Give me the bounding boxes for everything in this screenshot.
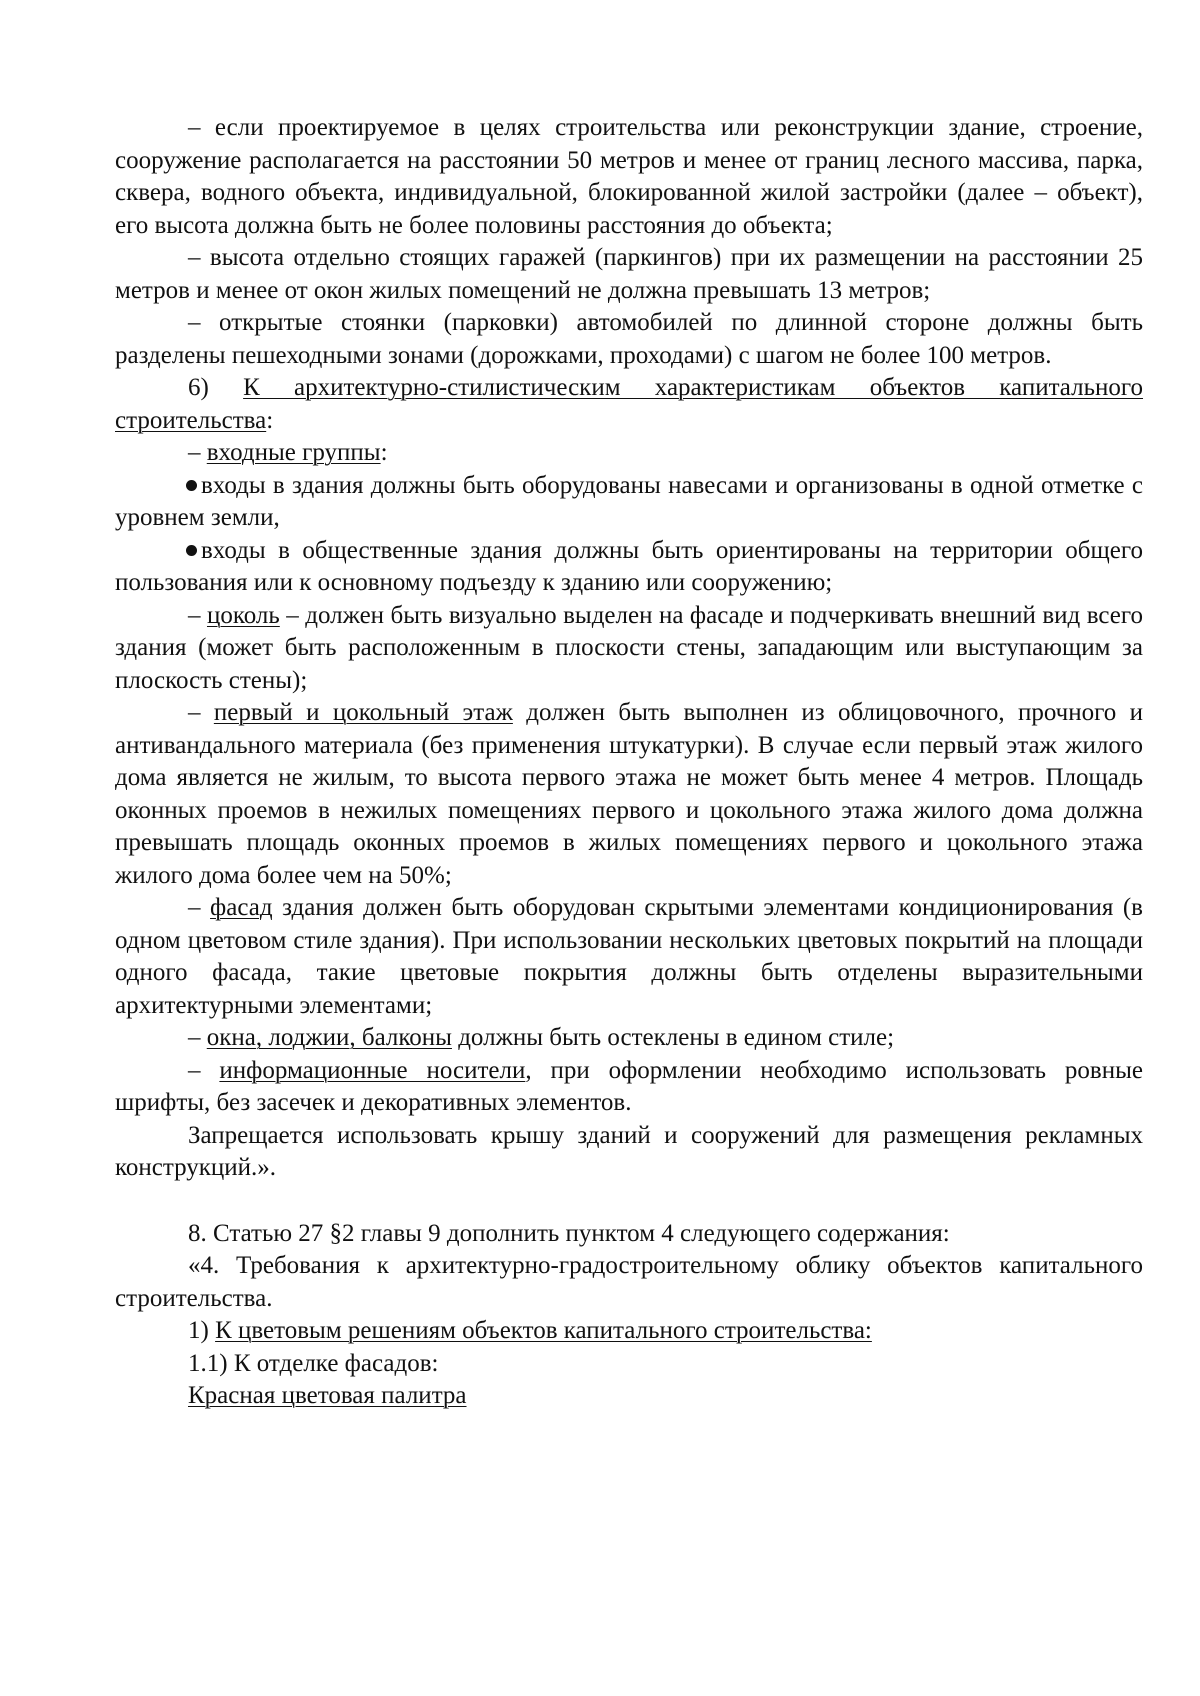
paragraph-building-height-near-object: – если проектируемое в целях строительства или реконструкции здание, строение, сооружение располагается на расстоянии 50 метров и менее от границ лесного массива, парка, сквера, водного объекта, индивидуальной, блокированной жилой застройки (далее – объект), его высота должна быть не более половины расстояния до объекта;	[115, 114, 1143, 239]
heading-colon: :	[266, 406, 274, 434]
paragraph-facade	[115, 892, 1143, 1022]
paragraph-red-palette	[115, 1380, 1143, 1413]
dash-prefix: –	[188, 601, 207, 629]
paragraph-roof-advertising-ban: Запрещается использовать крышу зданий и сооружений для размещения рекламных конструкций.».	[115, 1121, 1143, 1181]
section-spacer	[115, 1185, 1143, 1218]
term-colon: :	[380, 439, 388, 466]
paragraph-entrance-groups	[115, 437, 1143, 470]
bullet-text: входы в общественные здания должны быть ориентированы на территории общего пользования или к основному подъезду к зданию или сооружению;	[115, 536, 1143, 596]
paragraph-facade-finishing: 1.1) К отделке фасадов:	[188, 1349, 439, 1377]
paragraph-plinth	[115, 600, 1143, 698]
paragraph-body: , при оформлении необходимо использовать ровные шрифты, без засечек и декоративных элементов.	[115, 1056, 1143, 1116]
underlined-term: фасад	[210, 894, 273, 921]
dash-prefix: –	[188, 1056, 220, 1084]
paragraph-color-solutions	[115, 1315, 1143, 1348]
bullet-entrances-canopies	[115, 470, 1143, 535]
item-number: 1)	[188, 1317, 216, 1344]
bullet-icon	[186, 480, 197, 491]
paragraph-requirements-heading: «4. Требования к архитектурно-градостроительному облику объектов капитального строительства.	[115, 1252, 1143, 1312]
bullet-icon	[186, 545, 197, 556]
underlined-term: окна, лоджии, балконы	[206, 1024, 452, 1051]
underlined-heading: К цветовым решениям объектов капитального строительства:	[215, 1317, 872, 1344]
paragraph-body: должен быть выполнен из облицовочного, прочного и антивандального материала (без применения штукатурки). В случае если первый этаж жилого дома является не жилым, то высота первого этажа не может быть менее 4 метров. Площадь оконных проемов в нежилых помещениях первого и цокольного этажа жилого дома должна превышать площадь оконных проемов в жилых помещениях первого и цокольного этажа жилого дома более чем на 50%;	[115, 699, 1143, 889]
paragraph-first-and-basement-floor	[115, 697, 1143, 892]
paragraph-body: – должен быть визуально выделен на фасаде и подчеркивать внешний вид всего здания (может быть расположенным в плоскости стены, западающим или выступающим за плоскость стены);	[115, 601, 1143, 694]
dash-prefix: –	[188, 1024, 207, 1051]
paragraph-information-carriers	[115, 1055, 1143, 1120]
underlined-heading: Красная цветовая палитра	[188, 1382, 467, 1409]
underlined-term: информационные носители	[219, 1056, 526, 1084]
paragraph-body: должны быть остеклены в едином стиле;	[451, 1024, 895, 1051]
dash-prefix: –	[188, 439, 207, 466]
bullet-public-building-entrances	[115, 535, 1143, 600]
paragraph-garage-height: – высота отдельно стоящих гаражей (паркингов) при их размещении на расстоянии 25 метров и менее от окон жилых помещений не должна превышать 13 метров;	[115, 244, 1143, 304]
document-page	[115, 112, 1143, 1413]
item-number: 6)	[188, 374, 244, 401]
dash-prefix: –	[188, 894, 211, 921]
paragraph-windows-loggias-balconies	[115, 1022, 1143, 1055]
paragraph-architectural-style-heading	[115, 372, 1143, 437]
underlined-heading: К архитектурно-стилистическим характеристикам объектов капитального строительства	[115, 374, 1144, 434]
paragraph-body: здания должен быть оборудован скрытыми элементами кондиционирования (в одном цветовом стиле здания). При использовании нескольких цветовых покрытий на площади одного фасада, такие цветовые покрытия должны быть отделены выразительными архитектурными элементами;	[115, 894, 1143, 1019]
bullet-text: входы в здания должны быть оборудованы навесами и организованы в одной отметке с уровнем земли,	[115, 471, 1143, 531]
dash-prefix: –	[188, 699, 214, 726]
underlined-term: первый и цокольный этаж	[213, 699, 513, 726]
paragraph-open-parking: – открытые стоянки (парковки) автомобилей по длинной стороне должны быть разделены пешеходными зонами (дорожками, проходами) с шагом не более 100 метров.	[115, 309, 1143, 369]
paragraph-article-27-amendment: 8. Статью 27 §2 главы 9 дополнить пунктом 4 следующего содержания:	[188, 1219, 950, 1247]
underlined-term: входные группы	[206, 439, 381, 466]
underlined-term: цоколь	[206, 601, 280, 629]
